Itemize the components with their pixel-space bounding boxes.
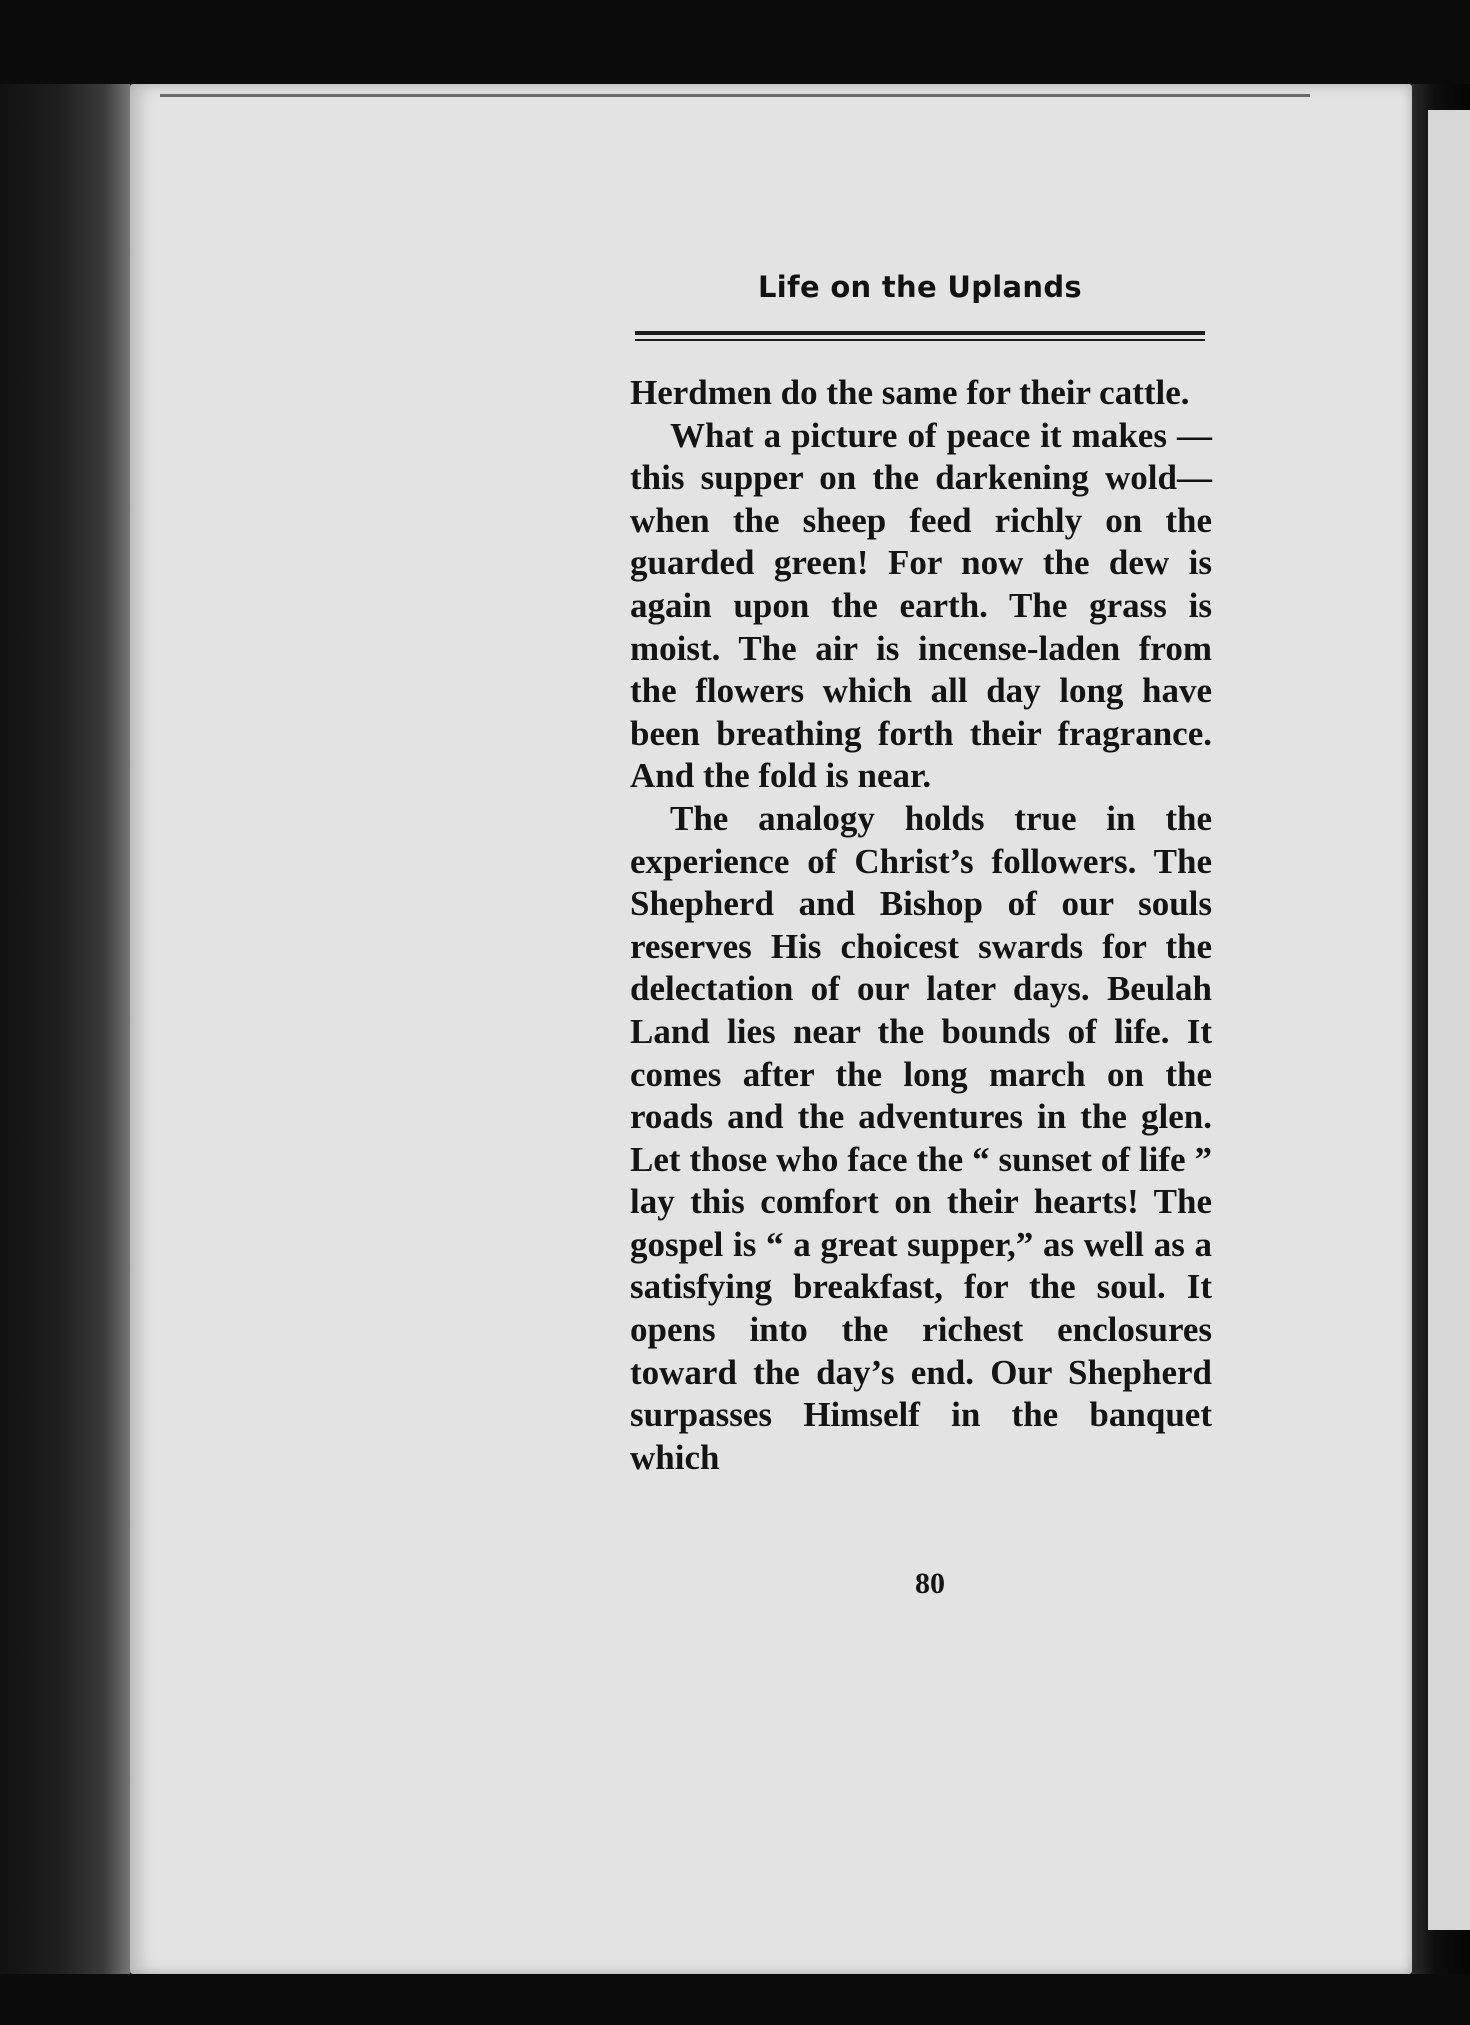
header-rule-thick: [635, 331, 1205, 335]
header-rule-thin: [635, 339, 1205, 341]
paragraph-analogy: The analogy holds true in the experience of Christ’s followers. The Shepherd and Bishop of our souls reserves His choicest swards for the delectation of our later days. Beulah Land lies near the bounds of life. It comes after the long march on the roads and the adventures in the glen. Let those who face the “ sunset of life ” lay this comfort on their hearts! The gospel is “ a great supper,” as well as a satisfying breakfast, for the soul. It opens into the richest enclosures toward the day’s end. Our Shepherd surpasses Himself in the banquet which: [630, 798, 1212, 1477]
body-text: [630, 372, 1212, 1479]
paragraph-herdmen: Herdmen do the same for their cattle.: [630, 373, 1190, 412]
paragraph-picture-of-peace: What a picture of peace it makes —this supper on the darkening wold—when the sheep feed richly on the guarded green! For now the dew is again upon the earth. The grass is moist. The air is incense-laden from the flowers which all day long have been breathing forth their fragrance. And the fold is near.: [630, 415, 1212, 796]
facing-page-edge: [1428, 110, 1470, 1930]
running-head: Life on the Uplands: [758, 270, 1082, 304]
page-number: 80: [915, 1567, 945, 1600]
page-top-edge-line: [160, 94, 1310, 97]
book-binding-shadow: [0, 84, 130, 1974]
